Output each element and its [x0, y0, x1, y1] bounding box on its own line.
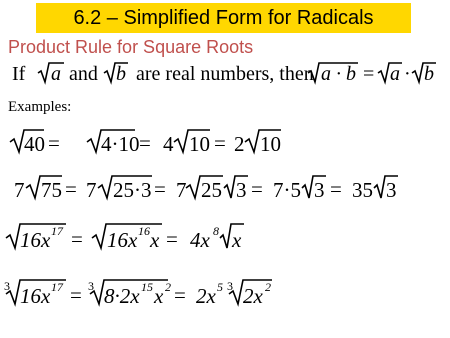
radicand: 40: [24, 132, 45, 156]
coefficient: 35: [352, 178, 373, 202]
example-4-svg: [2, 272, 302, 310]
radicand: 2x: [243, 284, 263, 308]
product-rule-svg: [12, 60, 442, 90]
section-subtitle: Product Rule for Square Roots: [8, 37, 254, 57]
equals-sign: =: [71, 227, 83, 251]
root-index: 3: [88, 279, 94, 293]
example-row-1: [8, 124, 308, 158]
exponent: 17: [51, 280, 63, 294]
coefficient: 2: [234, 132, 245, 156]
radicand: 3: [314, 178, 325, 202]
exponent: 2: [265, 280, 271, 294]
rule-radicand-a: a: [51, 63, 61, 85]
radicand: 25: [201, 178, 222, 202]
equals-sign: =: [166, 227, 178, 251]
coefficient: 4x: [190, 228, 210, 252]
example-row-4: [2, 272, 302, 310]
coefficient: 4: [163, 132, 174, 156]
product-rule-statement: [12, 60, 442, 96]
rule-if: If: [12, 63, 26, 85]
rule-condition: are real numbers, then: [136, 63, 314, 85]
equals-sign: =: [330, 177, 342, 201]
rule-product-radicand: a · b: [321, 63, 356, 85]
radicand: 10: [260, 132, 281, 156]
page-title: 6.2 – Simplified Form for Radicals: [73, 6, 374, 29]
radicand: 3: [386, 178, 397, 202]
equals-sign: =: [214, 131, 226, 155]
equals-sign: =: [48, 131, 60, 155]
radicand: 16x: [20, 228, 51, 252]
rule-equals: =: [363, 63, 375, 85]
equals-sign: =: [174, 283, 186, 307]
title-banner: [36, 3, 411, 33]
example-1-svg: [8, 124, 308, 158]
radicand: 75: [41, 178, 62, 202]
radicand: 16x: [20, 284, 51, 308]
coefficient: 7: [14, 178, 25, 202]
exponent: 15: [141, 280, 153, 294]
exponent: 16: [138, 224, 150, 238]
rule-rhs-a: a: [390, 63, 400, 85]
radicand: x: [154, 284, 164, 308]
examples-label: Examples:: [8, 99, 72, 115]
root-index: 3: [227, 279, 233, 293]
rule-and: and: [69, 63, 98, 85]
equals-sign: =: [251, 177, 263, 201]
example-row-2: [8, 170, 408, 204]
coefficient: 7: [176, 178, 187, 202]
exponent: 8: [213, 224, 219, 238]
exponent: 5: [217, 280, 223, 294]
equals-sign: =: [65, 177, 77, 201]
radicand: 25·3: [113, 178, 152, 202]
exponent: 17: [51, 224, 63, 238]
equals-sign: =: [139, 131, 151, 155]
equals-sign: =: [70, 283, 82, 307]
coefficient: 7·5: [273, 178, 301, 202]
exponent: 2: [165, 280, 171, 294]
root-index: 3: [4, 279, 10, 293]
coefficient: 7: [86, 178, 97, 202]
radicand: 8·2x: [104, 284, 140, 308]
example-3-svg: [4, 218, 304, 254]
example-row-3: [4, 218, 304, 254]
rule-rhs-b: b: [424, 63, 434, 85]
radicand: 4·10: [101, 132, 140, 156]
radicand: 16x: [107, 228, 138, 252]
rule-dot: ·: [404, 63, 411, 85]
equals-sign: =: [154, 177, 166, 201]
radicand: 3: [236, 178, 247, 202]
coefficient: 2x: [196, 284, 216, 308]
radicand: 10: [189, 132, 210, 156]
rule-radicand-b: b: [116, 63, 126, 85]
radicand: x: [150, 228, 160, 252]
radicand: x: [232, 228, 242, 252]
example-2-svg: [8, 170, 408, 204]
